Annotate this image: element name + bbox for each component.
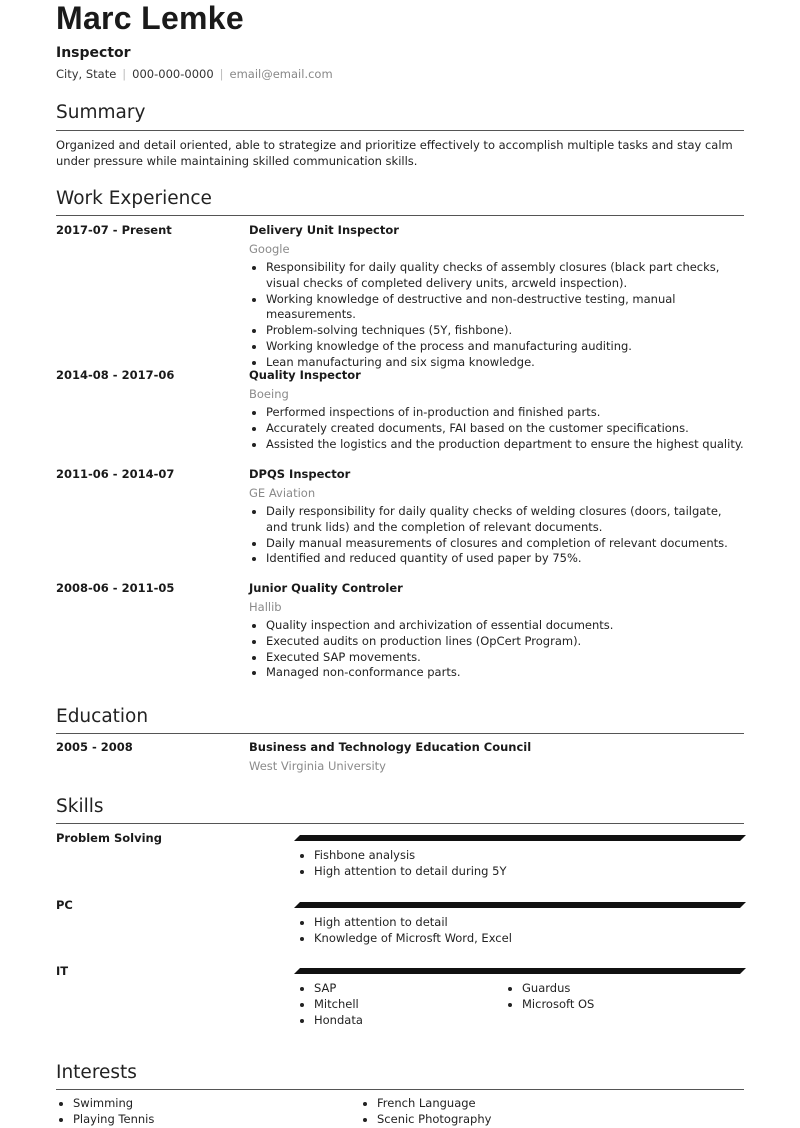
list-item: • SAP [314, 981, 506, 997]
summary-text: Organized and detail oriented, able to strategize and prioritize effectively to accomplish multiple tasks and stay calm under pressure while maintaining skilled communication skills. [56, 138, 733, 168]
list-item: • Mitchell [314, 997, 506, 1013]
list-item: • Working knowledge of destructive and non-destructive testing, manual measurements. [266, 292, 744, 324]
section-divider [56, 823, 744, 824]
phone-text: 000-000-0000 [132, 67, 214, 81]
skill-name: PC [56, 898, 73, 912]
list-item: • Assisted the logistics and the production department to ensure the highest quality. [266, 437, 744, 453]
contact-separator: | [219, 67, 224, 81]
work-dates: 2008-06 - 2011-05 [56, 581, 175, 595]
work-dates: 2011-06 - 2014-07 [56, 467, 175, 481]
list-item: • Hondata [314, 1013, 506, 1029]
list-item: • Knowledge of Microsft Word, Excel [314, 931, 746, 947]
skill-level-bar [294, 968, 746, 974]
skill-name: IT [56, 964, 69, 978]
list-item: • Executed audits on production lines (OpCert Program). [266, 634, 744, 650]
list-item: • Problem-solving techniques (5Y, fishbone). [266, 323, 744, 339]
section-title-education: Education [56, 706, 149, 727]
candidate-name: Marc Lemke [56, 0, 244, 36]
work-dates: 2017-07 - Present [56, 223, 172, 237]
section-title-interests: Interests [56, 1062, 137, 1083]
section-divider [56, 130, 744, 131]
degree-title: Business and Technology Education Council [249, 740, 532, 754]
job-title: DPQS Inspector [249, 467, 351, 481]
location-text: City, State [56, 67, 117, 81]
list-item: • Fishbone analysis [314, 848, 746, 864]
contact-separator: | [122, 67, 127, 81]
job-bullets [249, 405, 744, 452]
candidate-role: Inspector [56, 45, 131, 61]
list-item: • Scenic Photography [377, 1112, 664, 1128]
list-item: • Guardus [522, 981, 714, 997]
skill-level-bar [294, 835, 746, 841]
skill-level-bar [294, 902, 746, 908]
list-item: • Lean manufacturing and six sigma knowledge. [266, 355, 744, 371]
job-title: Delivery Unit Inspector [249, 223, 399, 237]
email-link[interactable]: email@email.com [229, 67, 333, 81]
section-title-work: Work Experience [56, 188, 212, 209]
job-bullets [249, 618, 744, 681]
job-title: Junior Quality Controler [249, 581, 403, 595]
list-item: • Responsibility for daily quality checks of assembly closures (black part checks, visual checks of completed delivery units, arcweld inspection). [266, 260, 744, 292]
list-item: • High attention to detail [314, 915, 746, 931]
list-item: • Accurately created documents, FAI based on the customer specifications. [266, 421, 744, 437]
list-item: • French Language [377, 1096, 664, 1112]
job-bullets [249, 260, 744, 371]
skill-items [506, 981, 714, 1028]
interests-list [56, 1096, 744, 1128]
employer: GE Aviation [249, 486, 316, 500]
list-item: • Managed non-conformance parts. [266, 665, 744, 681]
section-title-summary: Summary [56, 102, 146, 123]
job-title: Quality Inspector [249, 368, 361, 382]
work-dates: 2014-08 - 2017-06 [56, 368, 175, 382]
skill-name: Problem Solving [56, 831, 162, 845]
school-name: West Virginia University [249, 759, 386, 773]
section-divider [56, 733, 744, 734]
list-item: • Playing Tennis [73, 1112, 360, 1128]
list-item: • High attention to detail during 5Y [314, 864, 746, 880]
list-item: • Daily responsibility for daily quality checks of welding closures (doors, tailgate, and trunk lids) and the completion of relevant documents. [266, 504, 744, 536]
section-divider [56, 1089, 744, 1090]
list-item: • Daily manual measurements of closures and completion of relevant documents. [266, 536, 744, 552]
list-item: • Identified and reduced quantity of used paper by 75%. [266, 551, 744, 567]
section-divider [56, 215, 744, 216]
list-item: • Quality inspection and archivization of essential documents. [266, 618, 744, 634]
job-bullets [249, 504, 744, 567]
skill-items [298, 915, 746, 947]
list-item: • Performed inspections of in-production and finished parts. [266, 405, 744, 421]
education-dates: 2005 - 2008 [56, 740, 133, 754]
list-item: • Swimming [73, 1096, 360, 1112]
list-item: • Working knowledge of the process and manufacturing auditing. [266, 339, 744, 355]
interests-column [360, 1096, 664, 1128]
contact-line [56, 67, 333, 81]
list-item: • Microsoft OS [522, 997, 714, 1013]
employer: Hallib [249, 600, 282, 614]
skill-items [298, 848, 746, 880]
employer: Google [249, 242, 290, 256]
employer: Boeing [249, 387, 289, 401]
skill-items [298, 981, 506, 1028]
list-item: • Executed SAP movements. [266, 650, 744, 666]
interests-column [56, 1096, 360, 1128]
section-title-skills: Skills [56, 796, 104, 817]
